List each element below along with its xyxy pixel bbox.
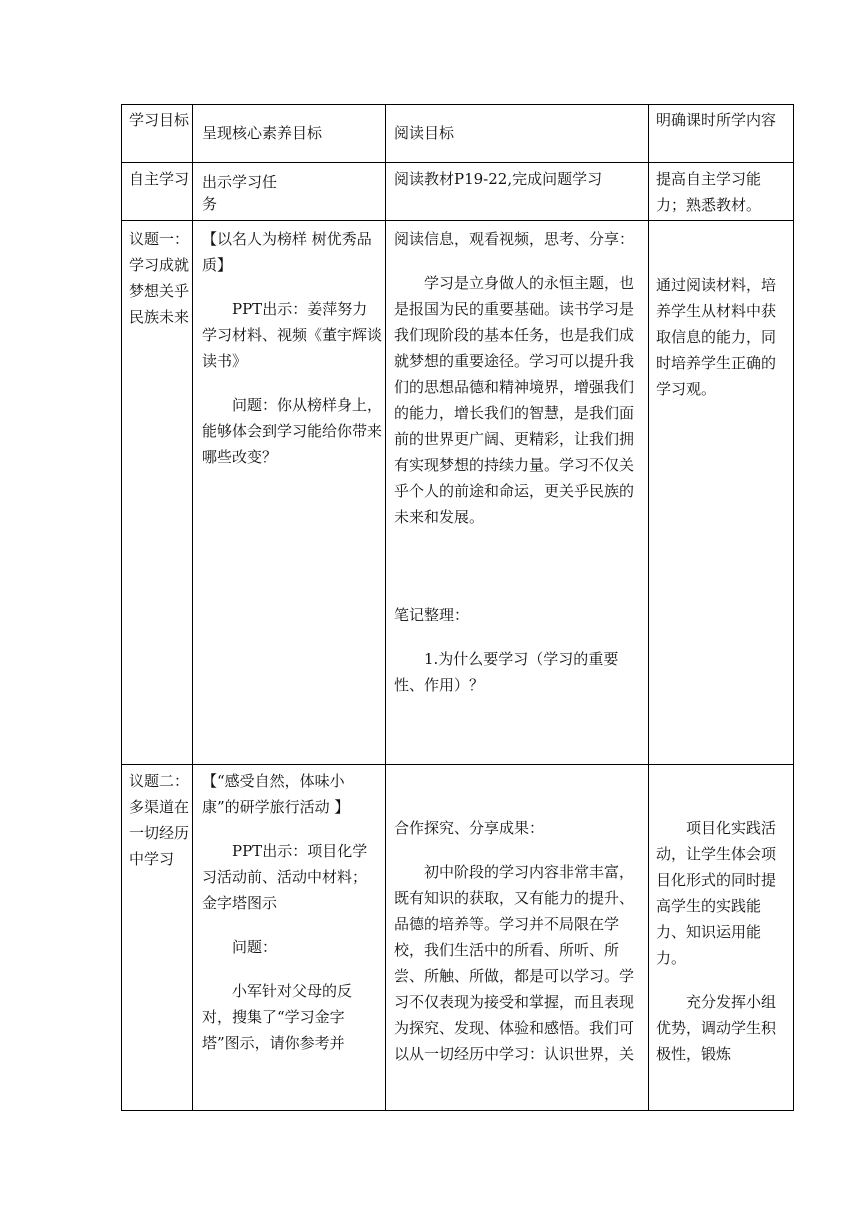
cell-topic-two-activity — [202, 768, 380, 1056]
cell-topic-one-purpose: 通过阅读材料，培养学生从材料中获取信息的能力，同时培养学生正确的学习观。 — [656, 276, 777, 398]
reading-paragraph: 学习是立身做人的永恒主题，也是报国为民的重要基础。读书学习是我们现阶段的基本任务，也是我们成就梦想的重要途径。学习可以提升我们的思想品德和精神境界，增强我们的能力，增长我们的智慧，是我们面前的世界更广阔、更精彩，让我们拥有实现梦想的持续力量。学习不仅关乎个人的前途和命运，更关乎民族的未来和发展。 — [394, 274, 635, 526]
lesson-plan-table — [121, 104, 794, 1111]
cell-lesson-content: 明确课时所学内容 — [656, 111, 777, 129]
cell-core-literacy-goal: 呈现核心素养目标 — [202, 124, 323, 142]
reading-paragraph: 初中阶段的学习内容非常丰富，既有知识的获取，又有能力的提升、品德的培养等。学习并不局限在学校，我们生活中的所看、所听、所尝、所触、所做，都是可以学习。学习不仅表现为接受和掌握，而且表现为探究、发现、体验和感悟。我们可以从一切经历中学习：认识世界，关 — [394, 863, 635, 1063]
cell-topic-one-reading — [394, 226, 640, 698]
cell-show-task: 出示学习任务 — [202, 173, 278, 213]
activity-ppt: PPT出示：项目化学习活动前、活动中材料；金字塔图示 — [202, 842, 368, 912]
row-divider — [122, 162, 793, 163]
cell-topic-two-label: 议题二：多渠道在一切经历中学习 — [129, 772, 190, 868]
cell-topic-two-purpose — [656, 815, 790, 1067]
activity-title: 【“感受自然，体味小康”的研学旅行活动 】 — [202, 772, 350, 816]
notes-heading: 笔记整理： — [394, 606, 470, 624]
reading-intro: 合作探究、分享成果： — [394, 819, 545, 837]
cell-self-study-ability: 提高自主学习能力；熟悉教材。 — [656, 170, 762, 214]
cell-topic-one-activity — [202, 226, 382, 470]
column-divider — [192, 105, 193, 1110]
activity-question: 问题： — [232, 938, 278, 956]
purpose-paragraph-1: 项目化实践活动，让学生体会项目化形式的同时提高学生的实践能力、知识运用能力。 — [656, 819, 777, 967]
cell-reading-goal: 阅读目标 — [394, 124, 455, 142]
activity-title: 【以名人为榜样 树优秀品质】 — [202, 230, 372, 274]
activity-story: 小军针对父母的反对，搜集了“学习金字塔”图示，请你参考并 — [202, 982, 353, 1052]
cell-topic-one-label: 议题一：学习成就梦想关乎民族未来 — [129, 230, 190, 326]
row-divider — [122, 220, 793, 221]
column-divider — [648, 105, 649, 1110]
activity-question: 问题：你从榜样身上，能够体会到学习能给你带来哪些改变？ — [202, 396, 383, 466]
reading-intro: 阅读信息，观看视频，思考、分享： — [394, 230, 635, 248]
activity-ppt: PPT出示：姜萍努力学习材料、视频《董宇辉谈读书》 — [202, 300, 383, 370]
cell-read-textbook: 阅读教材P19-22,完成问题学习 — [394, 170, 603, 188]
cell-topic-two-reading — [394, 815, 640, 1067]
cell-self-study-label: 自主学习 — [129, 170, 190, 188]
purpose-paragraph-2: 充分发挥小组优势，调动学生积极性，锻炼 — [656, 993, 777, 1063]
notes-question-1: 1.为什么要学习（学习的重要性、作用）？ — [394, 650, 619, 694]
row-divider — [122, 764, 793, 765]
column-divider — [385, 105, 386, 1110]
cell-learning-goal-label: 学习目标 — [129, 111, 190, 129]
